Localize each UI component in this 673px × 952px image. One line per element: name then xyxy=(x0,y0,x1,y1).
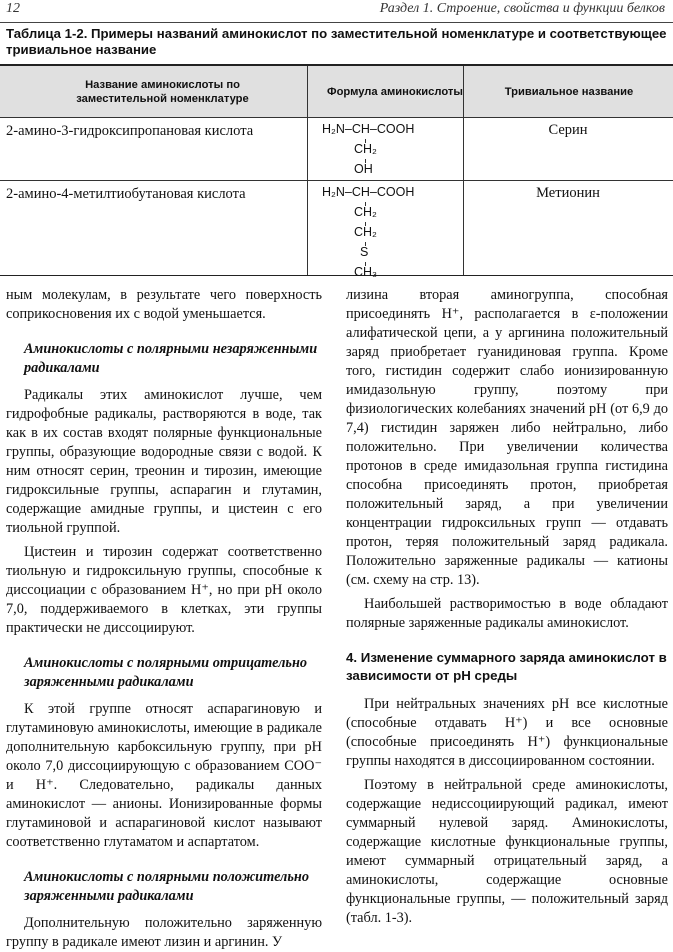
table-cell-trivial-name: Метионин xyxy=(536,185,600,201)
column-divider xyxy=(463,66,464,275)
amino-acid-table: Название аминокислоты по заместительной номенклатуре Формула аминокислоты Тривиальное название 2-амино-3-гидроксипропановая кислота H₂N–CH–COOH CH₂ OH Серин 2-амино-4-метилтиобутановая кислота H₂N–CH–COOH CH₂ CH₂ S CH₃ Метионин xyxy=(0,64,673,276)
left-text-column xyxy=(6,286,322,952)
table-cell-systematic-name: 2-амино-4-метилтиобутановая кислота xyxy=(6,186,246,202)
right-text-column xyxy=(346,286,668,928)
subsection-heading: Аминокислоты с полярными положительно заряженными радикалами xyxy=(24,869,310,904)
paragraph: Дополнительную положительно заряженную группу в радикале имеют лизин и аргинин. У xyxy=(6,915,322,950)
column-header-formula: Формула аминокислоты xyxy=(327,85,463,98)
column-header-systematic-name: Название аминокислоты по заместительной номенклатуре xyxy=(76,78,249,105)
paragraph: Цистеин и тирозин содержат соответственно тиольную и гидроксильную группы, способные к диссоциации с образованием H⁺, но при pH около 7,0, поддерживаемого в клетках, эти группы практически не диссоциируют. xyxy=(6,544,322,636)
subsection-heading: Аминокислоты с полярными незаряженными радикалами xyxy=(24,341,318,376)
page-number: 12 xyxy=(6,1,20,16)
paragraph: При нейтральных значениях pH все кислотные (способные отдавать H⁺) и все основные (способные присоединять H⁺) функциональные группы находятся в диссоциированном состоянии. xyxy=(346,696,668,769)
table-header-row xyxy=(0,66,673,118)
paragraph: Наибольшей растворимостью в воде обладают полярные заряженные радикалы аминокислот. xyxy=(346,596,668,631)
column-divider xyxy=(307,66,308,275)
paragraph: Радикалы этих аминокислот лучше, чем гидрофобные радикалы, растворяются в воде, так как в их состав входят полярные функциональные группы, образующие водородные связи с водой. К ним относят серин, треонин и тирозин, имеющие гидроксильные группы, аспарагин и глутамин, содержащие амидные группы, и цистеин с его тиольной группой. xyxy=(6,387,322,536)
running-header xyxy=(0,0,673,23)
paragraph: ным молекулам, в результате чего поверхность соприкосновения их с водой уменьшается. xyxy=(6,287,322,322)
subsection-heading: Аминокислоты с полярными отрицательно заряженными радикалами xyxy=(24,655,308,690)
row-divider xyxy=(0,180,673,181)
paragraph: К этой группе относят аспарагиновую и глутаминовую аминокислоты, имеющие в радикале дополнительную карбоксильную группу, при pH около 7,0 диссоциирующую с образованием COO⁻ и H⁺. Следовательно, радикалы данных аминокислот — анионы. Ионизированные формы глутаминовой и аспарагиновой кислот называют соответственно глутаматом и аспартатом. xyxy=(6,701,322,850)
paragraph: Поэтому в нейтральной среде аминокислоты, содержащие недиссоциирующий радикал, имеют суммарный нулевой заряд. Аминокислоты, содержащие кислотные функциональные группы, имеют суммарный отрицательный заряд, а аминокислоты, содержащие основные функциональные группы, — положительный заряд (табл. 1-3). xyxy=(346,777,668,926)
table-caption: Таблица 1-2. Примеры названий аминокислот по заместительной номенклатуре и соответствующее тривиальное название xyxy=(6,26,667,57)
section-heading: 4. Изменение суммарного заряда аминокислот в зависимости от pH среды xyxy=(346,650,667,683)
running-title: Раздел 1. Строение, свойства и функции белков xyxy=(379,1,665,16)
paragraph: лизина вторая аминогруппа, способная присоединять H⁺, располагается в ε-положении алифатической цепи, а у аргинина положительный заряд приобретает гуанидиновая группа. Кроме того, гистидин содержит слабо ионизированную имидазольную группу, поэтому при физиологических колебаниях значений pH (от 6,9 до 7,4) гистидин заряжен либо нейтрально, либо положительно. При увеличении количества протонов в среде имидазольная группа гистидина способна присоединять протон, приобретая положительный заряд, а при увеличении концентрации гидроксильных групп — отдавать протон, теряя положительный заряд радикала. Положительно заряженные радикалы — катионы (см. схему на стр. 13). xyxy=(346,287,668,588)
table-cell-trivial-name: Серин xyxy=(548,122,588,138)
column-header-trivial-name: Тривиальное название xyxy=(504,85,634,98)
table-cell-systematic-name: 2-амино-3-гидроксипропановая кислота xyxy=(6,123,254,139)
